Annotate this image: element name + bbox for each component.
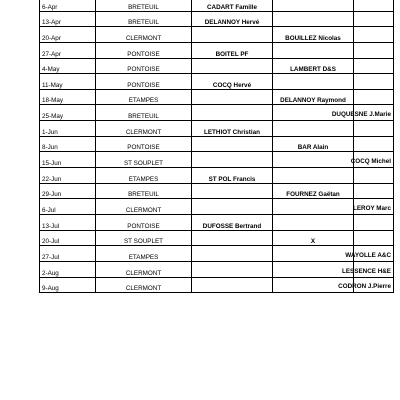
town-cell: BRETEUIL bbox=[96, 183, 192, 199]
person-cell-3 bbox=[331, 105, 394, 121]
person-cell-3 bbox=[354, 183, 394, 199]
person-cell-3-text: CODRON J.Pierre bbox=[338, 283, 391, 291]
person-cell-3-text: WAYOLLE A&C bbox=[345, 251, 391, 259]
person-cell-2 bbox=[273, 0, 354, 11]
table-row bbox=[40, 105, 394, 121]
table-row bbox=[40, 168, 394, 184]
town-cell: CLERMONT bbox=[96, 277, 192, 293]
town-cell: ST SOUPLET bbox=[96, 152, 192, 168]
table-row bbox=[40, 214, 394, 230]
date-cell: 18-May bbox=[40, 89, 96, 105]
person-cell-1 bbox=[192, 105, 273, 121]
schedule-table bbox=[39, 0, 394, 293]
person-cell-1: ST POL Francis bbox=[192, 168, 273, 184]
town-cell: CLERMONT bbox=[96, 199, 192, 215]
person-cell-3 bbox=[354, 0, 394, 11]
person-cell-3 bbox=[354, 121, 394, 137]
person-cell-2 bbox=[273, 168, 354, 184]
person-cell-3-text: LEROY Marc bbox=[352, 204, 391, 212]
person-cell-2 bbox=[273, 214, 354, 230]
date-cell: 9-Aug bbox=[40, 277, 96, 293]
town-cell: PONTOISE bbox=[96, 58, 192, 74]
person-cell-1 bbox=[192, 152, 273, 168]
person-cell-1 bbox=[192, 136, 273, 152]
town-cell: PONTOISE bbox=[96, 74, 192, 90]
town-cell: ETAMPES bbox=[96, 168, 192, 184]
date-cell: 15-Jun bbox=[40, 152, 96, 168]
town-cell: BRETEUIL bbox=[96, 11, 192, 27]
person-cell-1: DELANNOY Hervé bbox=[192, 11, 273, 27]
town-cell: ST SOUPLET bbox=[96, 230, 192, 246]
person-cell-2 bbox=[273, 246, 354, 262]
person-cell-1 bbox=[192, 199, 273, 215]
date-cell: 29-Jun bbox=[40, 183, 96, 199]
town-cell: CLERMONT bbox=[96, 27, 192, 43]
table-row bbox=[40, 277, 394, 293]
person-cell-1: LETHIOT Christian bbox=[192, 121, 273, 137]
person-cell-3 bbox=[338, 277, 394, 293]
table-row bbox=[40, 261, 394, 277]
date-cell: 2-Aug bbox=[40, 261, 96, 277]
person-cell-1 bbox=[192, 183, 273, 199]
date-cell: 8-Jun bbox=[40, 136, 96, 152]
town-cell: ETAMPES bbox=[96, 89, 192, 105]
date-cell: 1-Jun bbox=[40, 121, 96, 137]
date-cell: 27-Apr bbox=[40, 42, 96, 58]
person-cell-1 bbox=[192, 27, 273, 43]
person-cell-3 bbox=[354, 27, 394, 43]
table-row bbox=[40, 27, 394, 43]
table-row bbox=[40, 121, 394, 137]
date-cell: 22-Jun bbox=[40, 168, 96, 184]
person-cell-1: BOITEL PF bbox=[192, 42, 273, 58]
person-cell-3-text: COCQ Michel bbox=[350, 158, 391, 166]
person-cell-1 bbox=[192, 58, 273, 74]
person-cell-3 bbox=[354, 230, 394, 246]
table-row bbox=[40, 42, 394, 58]
person-cell-1: COCQ Hervé bbox=[192, 74, 273, 90]
person-cell-3 bbox=[354, 89, 394, 105]
date-cell: 20-Apr bbox=[40, 27, 96, 43]
table-row bbox=[40, 11, 394, 27]
person-cell-3 bbox=[354, 42, 394, 58]
person-cell-2 bbox=[273, 121, 354, 137]
table-row bbox=[40, 74, 394, 90]
person-cell-2: X bbox=[273, 230, 354, 246]
date-cell: 4-May bbox=[40, 58, 96, 74]
person-cell-1 bbox=[192, 277, 273, 293]
person-cell-2: DELANNOY Raymond bbox=[273, 89, 354, 105]
person-cell-3 bbox=[354, 136, 394, 152]
town-cell: BRETEUIL bbox=[96, 0, 192, 11]
table-row bbox=[40, 89, 394, 105]
person-cell-2 bbox=[273, 74, 354, 90]
person-cell-2 bbox=[273, 199, 354, 215]
person-cell-2 bbox=[273, 11, 354, 27]
date-cell: 11-May bbox=[40, 74, 96, 90]
table-row bbox=[40, 58, 394, 74]
table-row bbox=[40, 183, 394, 199]
person-cell-3 bbox=[354, 168, 394, 184]
person-cell-3 bbox=[342, 261, 394, 277]
person-cell-2: LAMBERT D&S bbox=[273, 58, 354, 74]
town-cell: PONTOISE bbox=[96, 214, 192, 230]
town-cell: ETAMPES bbox=[96, 246, 192, 262]
person-cell-2 bbox=[273, 152, 354, 168]
town-cell: BRETEUIL bbox=[96, 105, 192, 121]
table-row bbox=[40, 246, 394, 262]
date-cell: 27-Jul bbox=[40, 246, 96, 262]
date-cell: 6-Apr bbox=[40, 0, 96, 11]
person-cell-2: BOUILLEZ Nicolas bbox=[273, 27, 354, 43]
date-cell: 6-Jul bbox=[40, 199, 96, 215]
person-cell-1 bbox=[192, 89, 273, 105]
date-cell: 25-May bbox=[40, 105, 96, 121]
schedule-sheet bbox=[39, 0, 393, 293]
person-cell-2: FOURNEZ Gaëtan bbox=[273, 183, 354, 199]
town-cell: CLERMONT bbox=[96, 121, 192, 137]
person-cell-2: BAR Alain bbox=[273, 136, 354, 152]
person-cell-3 bbox=[345, 246, 394, 262]
date-cell: 13-Apr bbox=[40, 11, 96, 27]
date-cell: 20-Jul bbox=[40, 230, 96, 246]
person-cell-3 bbox=[350, 152, 394, 168]
person-cell-1 bbox=[192, 246, 273, 262]
table-row bbox=[40, 199, 394, 215]
date-cell: 13-Jul bbox=[40, 214, 96, 230]
person-cell-2 bbox=[273, 42, 354, 58]
schedule-body bbox=[40, 0, 394, 293]
person-cell-3 bbox=[354, 58, 394, 74]
town-cell: PONTOISE bbox=[96, 136, 192, 152]
person-cell-3 bbox=[354, 214, 394, 230]
person-cell-3 bbox=[354, 199, 394, 215]
person-cell-3 bbox=[354, 74, 394, 90]
table-row bbox=[40, 230, 394, 246]
town-cell: CLERMONT bbox=[96, 261, 192, 277]
person-cell-1: DUFOSSE Bertrand bbox=[192, 214, 273, 230]
person-cell-1: CADART Famille bbox=[192, 0, 273, 11]
town-cell: PONTOISE bbox=[96, 42, 192, 58]
person-cell-1 bbox=[192, 261, 273, 277]
person-cell-3-text: LESSENCE H&E bbox=[342, 267, 391, 275]
table-row bbox=[40, 0, 394, 11]
person-cell-3-text: DUQUESNE J.Marie bbox=[331, 111, 391, 119]
table-row bbox=[40, 152, 394, 168]
table-row bbox=[40, 136, 394, 152]
person-cell-3 bbox=[354, 11, 394, 27]
person-cell-1 bbox=[192, 230, 273, 246]
